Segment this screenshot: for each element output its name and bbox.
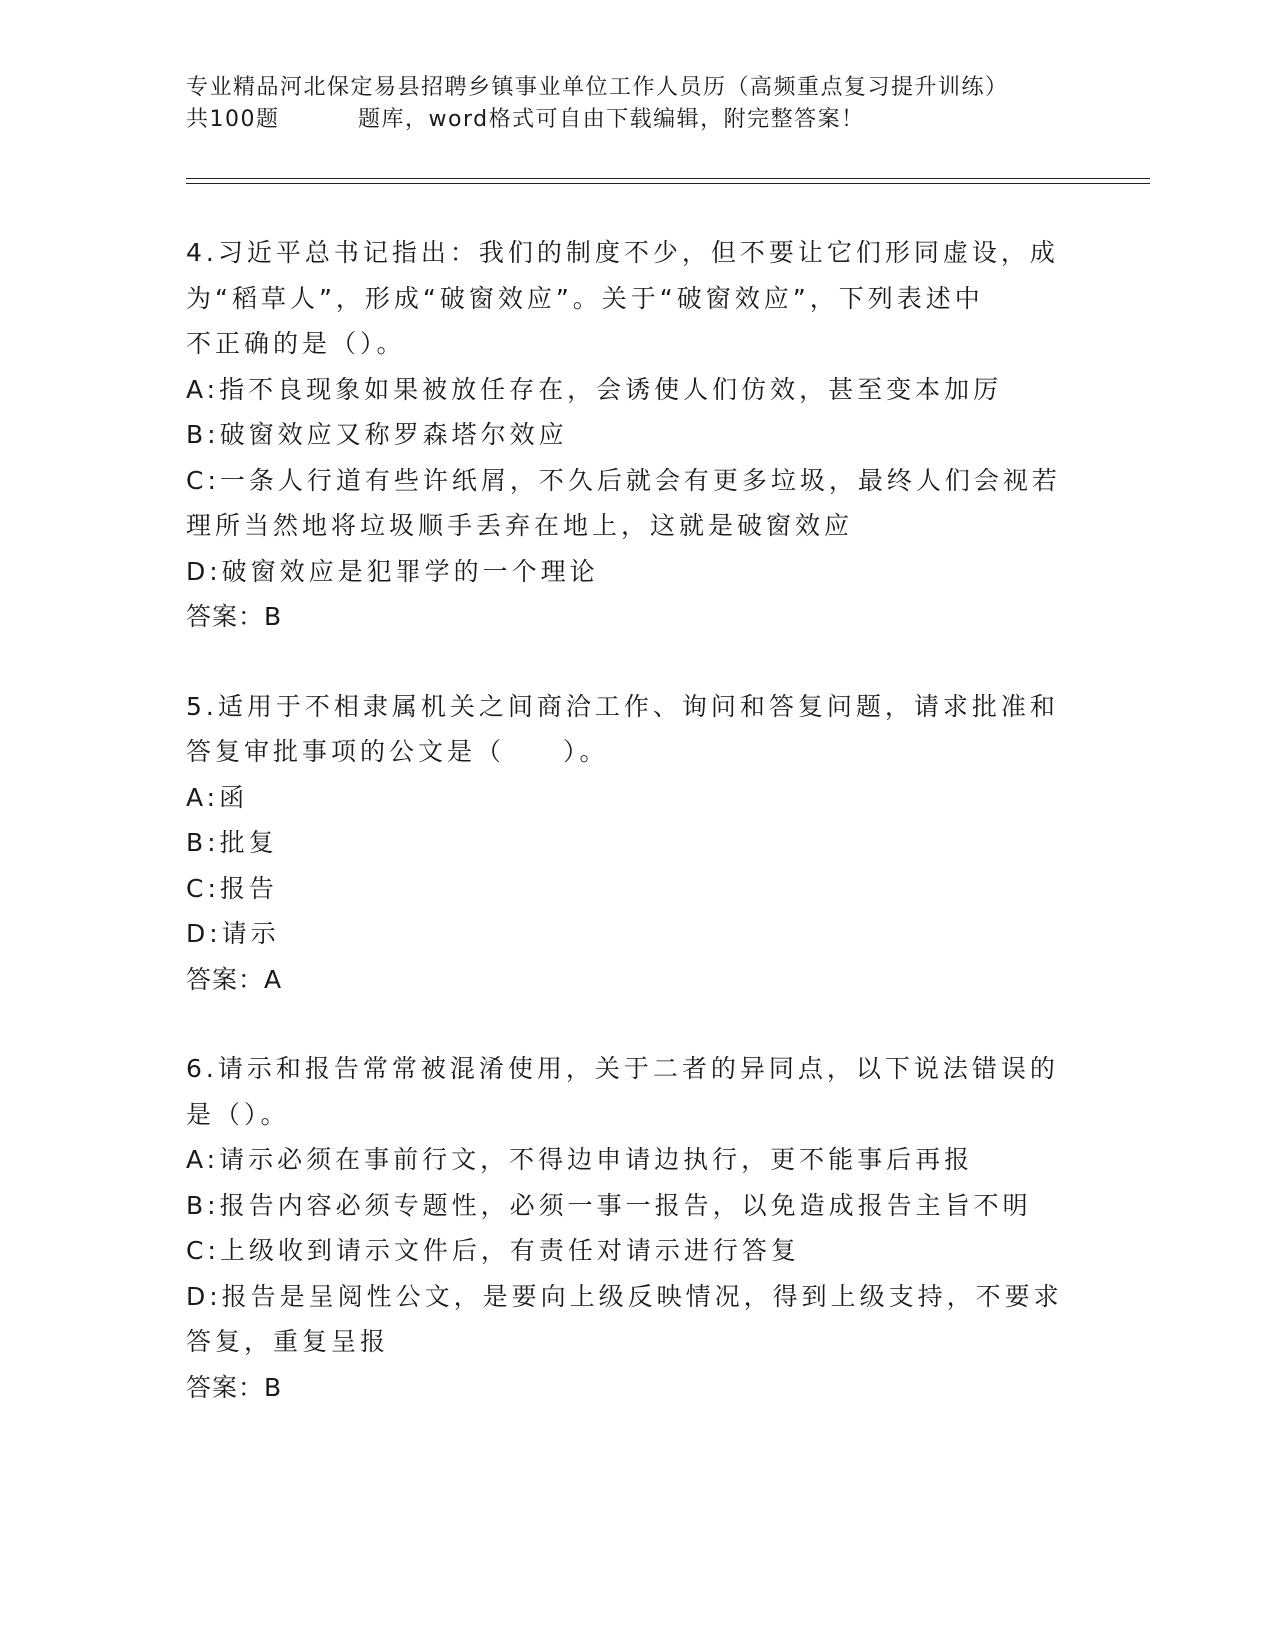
header-title: 专业精品河北保定易县招聘乡镇事业单位工作人员历（高频重点复习提升训练） (186, 75, 1009, 100)
question-count: 共100题 (186, 107, 280, 132)
header-description: 题库，word格式可自由下载编辑，附完整答案！ (358, 107, 865, 132)
question-stem: 为“稻草人”，形成“破窗效应”。关于“破窗效应”，下列表述中 (186, 283, 984, 313)
question-5 (186, 684, 1066, 1003)
option-c: C:一条人行道有些许纸屑，不久后就会有更多垃圾，最终人们会视若 (186, 465, 1061, 495)
question-4 (186, 230, 1066, 640)
question-6 (186, 1046, 1066, 1410)
question-stem: 6.请示和报告常常被混淆使用，关于二者的异同点，以下说法错误的 (186, 1054, 1059, 1083)
option-d: D:破窗效应是犯罪学的一个理论 (186, 556, 599, 586)
answer: 答案：B (186, 602, 283, 631)
option-c: C:报告 (186, 873, 278, 903)
document-header (186, 72, 1146, 136)
option-d: D:报告是呈阅性公文，是要向上级反映情况，得到上级支持，不要求 (186, 1281, 1063, 1311)
option-c: 理所当然地将垃圾顺手丢弃在地上，这就是破窗效应 (186, 511, 854, 540)
question-stem: 4.习近平总书记指出：我们的制度不少，但不要让它们形同虚设，成 (186, 238, 1059, 267)
header-divider-top (186, 178, 1150, 179)
header-divider-bottom (186, 183, 1150, 184)
answer: 答案：A (186, 964, 283, 994)
option-c: C:上级收到请示文件后，有责任对请示进行答复 (186, 1236, 800, 1265)
header-subtitle (186, 104, 1146, 136)
question-stem: 答复审批事项的公文是（ ）。 (186, 737, 609, 766)
option-b: B:批复 (186, 828, 278, 857)
answer: 答案：B (186, 1372, 283, 1402)
option-b: B:报告内容必须专题性，必须一事一报告，以免造成报告主旨不明 (186, 1190, 1032, 1220)
option-d: D:请示 (186, 919, 280, 948)
question-stem: 不正确的是（）。 (186, 329, 406, 358)
option-b: B:破窗效应又称罗森塔尔效应 (186, 420, 568, 449)
question-stem: 是（）。 (186, 1099, 290, 1129)
option-d: 答复，重复呈报 (186, 1327, 390, 1356)
question-list (186, 230, 1066, 1454)
option-a: A:函 (186, 782, 249, 812)
question-stem: 5.适用于不相隶属机关之间商洽工作、询问和答复问题，请求批准和 (186, 691, 1059, 721)
option-a: A:指不良现象如果被放任存在，会诱使人们仿效，甚至变本加厉 (186, 374, 1003, 404)
option-a: A:请示必须在事前行文，不得边申请边执行，更不能事后再报 (186, 1145, 974, 1174)
